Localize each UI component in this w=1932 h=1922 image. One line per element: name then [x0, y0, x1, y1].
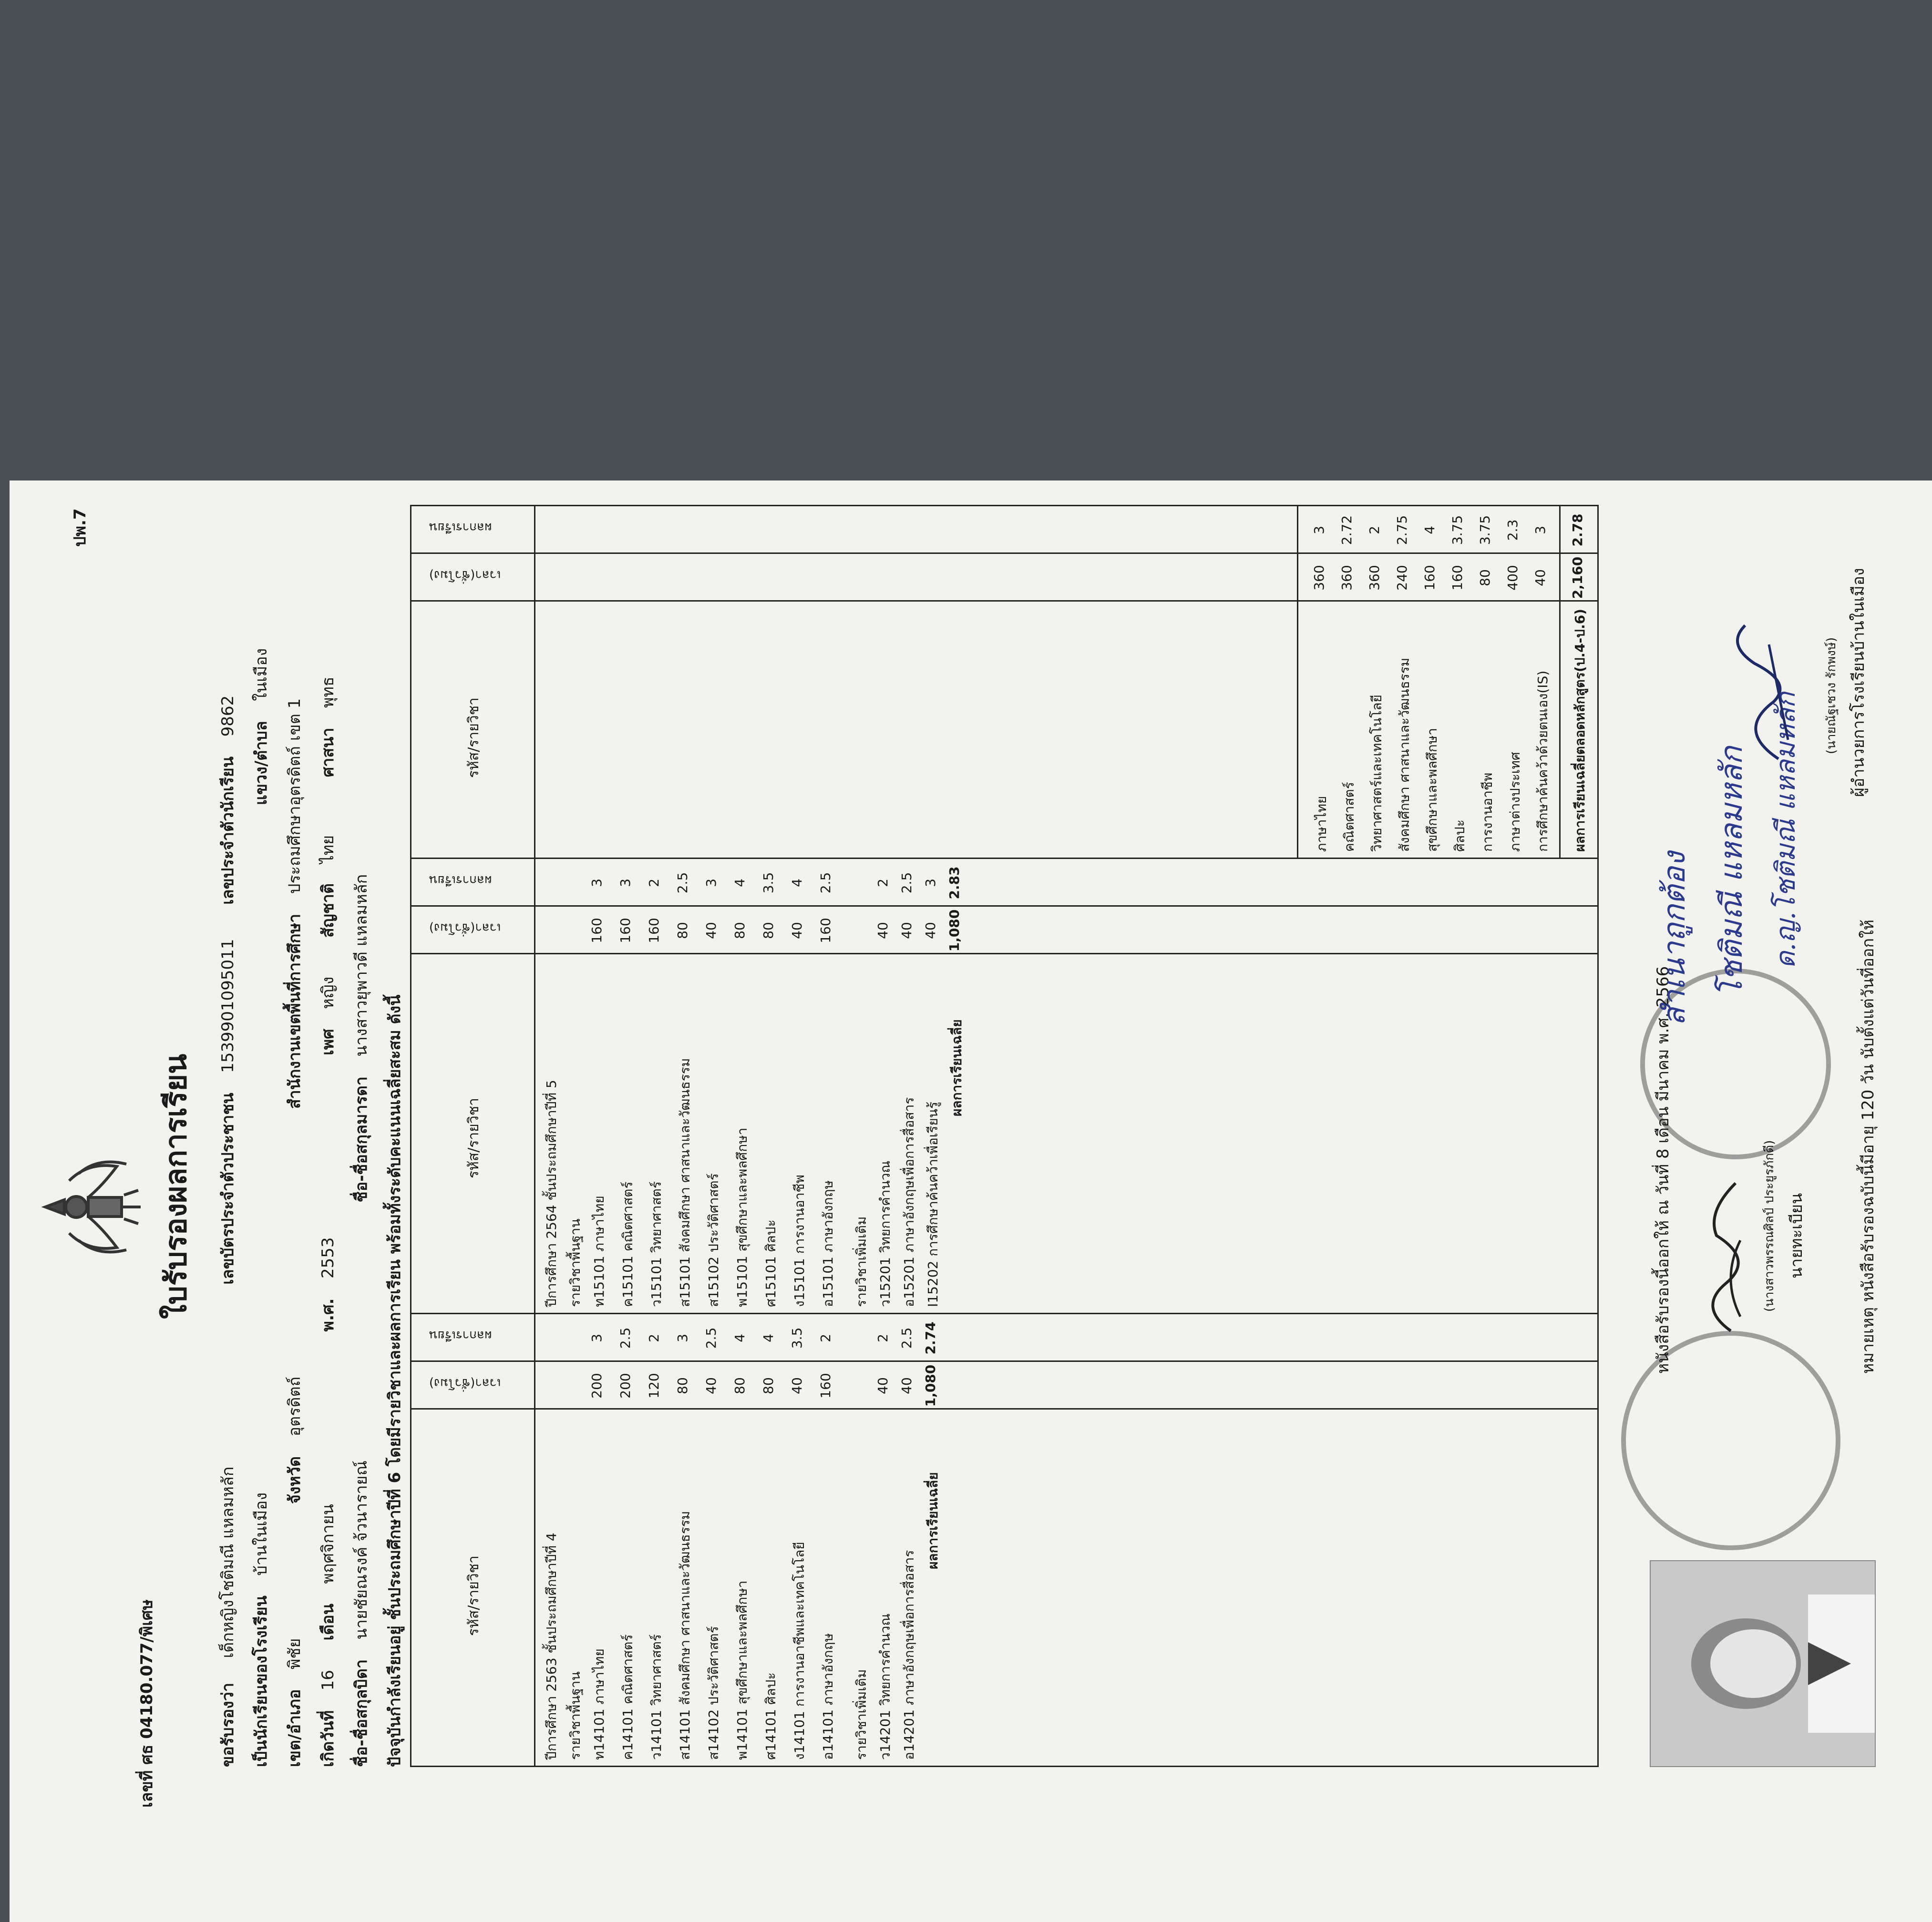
summary-row-subject: ภาษาไทย [1314, 796, 1329, 852]
col2-extra-row-hours: 40 [899, 922, 915, 939]
cert-label: ขอรับรองว่า [218, 1683, 237, 1767]
col2-extra-row-grade: 3 [923, 879, 938, 887]
col2-row-subject: ส15101 สังคมศึกษา ศาสนาและวัฒนธรรม [677, 1058, 693, 1307]
col1-row-subject: ศ14101 ศิลปะ [763, 1672, 779, 1760]
col2-extra-row-subject: ว15201 วิทยการคำนวณ [877, 1160, 893, 1307]
col2-row-hours: 40 [789, 922, 805, 939]
col2-extra-row-hours: 40 [875, 922, 891, 939]
mother-label: ชื่อ-ชื่อสกุลมารดา [352, 1076, 371, 1203]
col2-subject-header: รหัส/รายวิชา [465, 1098, 482, 1178]
col1-row-hours: 40 [789, 1377, 805, 1394]
summary-row-grade: 3.75 [1449, 515, 1465, 545]
col1-row-grade: 4 [732, 1334, 748, 1342]
col2-row-subject: ศ15101 ศิลปะ [763, 1219, 779, 1307]
col1-extra-row-hours: 40 [875, 1377, 891, 1394]
registrar-title: นายทะเบียน [1787, 1193, 1806, 1278]
summary-row-subject: วิทยาศาสตร์และเทคโนโลยี [1369, 695, 1385, 852]
col1-row-hours: 160 [818, 1373, 833, 1399]
col1-grade-header: ผลการเรียน [429, 1328, 492, 1342]
col1-row-hours: 80 [732, 1377, 748, 1394]
birth-label: เกิดวันที่ [319, 1710, 338, 1767]
col1-row-hours: 200 [617, 1373, 633, 1399]
col1-row-subject: ส14102 ประวัติศาสตร์ [706, 1626, 721, 1760]
col1-extra-row-grade: 2 [875, 1334, 891, 1342]
nationality: ไทย [319, 835, 338, 864]
summary-row-hours: 360 [1311, 565, 1327, 591]
col2-row-hours: 80 [732, 922, 748, 939]
religion-label: ศาสนา [319, 727, 338, 777]
col1-avg-grade: 2.74 [923, 1321, 938, 1355]
summary-row-grade: 2.72 [1339, 515, 1355, 545]
col1-year-heading: ปีการศึกษา 2563 ชั้นประถมศึกษาปีที่ 4 [544, 1533, 559, 1760]
summary-row-grade: 3 [1532, 526, 1548, 534]
page-title: ใบรับรองผลการเรียน [158, 1053, 193, 1319]
col1-hours-header: เวลา(ชั่วโมง) [429, 1376, 501, 1390]
religion: พุทธ [319, 676, 338, 708]
col1-extra-heading: รายวิชาเพิ่มเติม [853, 1669, 869, 1760]
status-line: ปัจจุบันกำลังเรียนอยู่ ชั้นประถมศึกษาปีที่ 6 โดยมีรายวิชาและผลการเรียน พร้อมทั้งระดับคะแนนเฉลี่ยสะสม ดังนี้ [385, 994, 404, 1767]
certificate-paper [10, 480, 1932, 1922]
col1-row-grade: 4 [760, 1334, 776, 1342]
col2-row-grade: 4 [789, 879, 805, 887]
father-label: ชื่อ-ชื่อสกุลบิดา [352, 1659, 371, 1767]
col2-row-subject: ง15101 การงานอาชีพ [791, 1175, 807, 1307]
col2-row-grade: 3 [589, 879, 605, 887]
col1-avg-label: ผลการเรียนเฉลี่ย [925, 1472, 941, 1569]
col2-row-grade: 4 [732, 879, 748, 887]
col1-row-hours: 120 [646, 1373, 662, 1399]
col2-row-hours: 160 [818, 918, 833, 943]
col1-row-subject: อ14101 ภาษาอังกฤษ [820, 1633, 836, 1760]
col1-row-subject: พ14101 สุขศึกษาและพลศึกษา [734, 1580, 750, 1760]
col1-subject-header: รหัส/รายวิชา [465, 1555, 482, 1636]
school-name: บ้านในเมือง [252, 1492, 271, 1576]
col2-extra-row-subject: I15202 การศึกษาค้นคว้าเพื่อเรียนรู้ [925, 1102, 941, 1307]
registrar-name: (นางสาวพรรณศิลป์ ประยูรภักดี) [1762, 1140, 1777, 1312]
col2-row-hours: 160 [646, 918, 662, 943]
summary-row-hours: 80 [1477, 569, 1493, 586]
summary-row-subject: สังคมศึกษา ศาสนาและวัฒนธรรม [1397, 657, 1412, 852]
summary-row-grade: 3 [1311, 526, 1327, 534]
summary-total-grade: 2.78 [1570, 513, 1585, 547]
summary-total-label: ผลการเรียนเฉลี่ยตลอดหลักสูตร(ป.4-ป.6) [1572, 609, 1588, 852]
document-number: เลขที่ ศธ 04180.077/พิเศษ [137, 1599, 156, 1808]
summary-row-subject: การงานอาชีพ [1480, 772, 1495, 852]
col3-grade-header: ผลการเรียน [429, 520, 492, 534]
col2-row-subject: พ15101 สุขศึกษาและพลศึกษา [734, 1127, 750, 1307]
col2-row-subject: ท15101 ภาษาไทย [591, 1196, 607, 1307]
area: ประถมศึกษาอุตรดิตถ์ เขต 1 [285, 698, 304, 894]
summary-row-subject: สุขศึกษาและพลศึกษา [1424, 728, 1440, 852]
summary-row-hours: 40 [1532, 569, 1548, 586]
col2-hours-header: เวลา(ชั่วโมง) [429, 920, 501, 935]
registrar-signature [1693, 1178, 1750, 1336]
col2-extra-row-hours: 40 [923, 922, 938, 939]
col3-hours-header: เวลา(ชั่วโมง) [429, 568, 501, 582]
col2-row-hours: 80 [760, 922, 776, 939]
col2-row-subject: อ15101 ภาษาอังกฤษ [820, 1180, 836, 1307]
col2-row-hours: 40 [703, 922, 719, 939]
col2-row-grade: 3 [703, 879, 719, 887]
subdistrict-label: แขวง/ตำบล [252, 721, 271, 806]
col2-row-grade: 2.5 [818, 872, 833, 894]
col2-basic-heading: รายวิชาพื้นฐาน [567, 1218, 583, 1307]
col2-year-heading: ปีการศึกษา 2564 ชั้นประถมศึกษาปีที่ 5 [544, 1080, 559, 1307]
col2-extra-row-subject: อ15201 ภาษาอังกฤษเพื่อการสื่อสาร [901, 1097, 917, 1307]
summary-row-hours: 360 [1339, 565, 1355, 591]
col2-row-subject: ค15101 คณิตศาสตร์ [620, 1181, 636, 1307]
col2-row-grade: 3 [617, 879, 633, 887]
col2-extra-row-grade: 2.5 [899, 872, 915, 894]
director-signature [1726, 616, 1798, 768]
handwritten-full-name: ด.ญ.โชติมณี แหลมหลัก [1770, 692, 1801, 969]
summary-row-hours: 240 [1394, 565, 1410, 591]
col1-row-grade: 3 [675, 1334, 690, 1342]
handwritten-certified-copy: สำเนาถูกต้อง [1657, 851, 1692, 1026]
validity-note: หมายเหตุ หนังสือรับรองฉบับนี้มีอายุ 120 วัน นับตั้งแต่วันที่ออกให้ [1859, 919, 1878, 1374]
col3-subject-header: รหัส/รายวิชา [465, 697, 482, 778]
col1-extra-row-hours: 40 [899, 1377, 915, 1394]
father-name: นายชัยณรงค์ จ้วนารายณ์ [352, 1460, 371, 1640]
student-name: เด็กหญิงโชติมณี แหลมหลัก [218, 1466, 237, 1658]
col1-basic-heading: รายวิชาพื้นฐาน [567, 1671, 583, 1760]
col1-row-hours: 80 [675, 1377, 690, 1394]
col2-row-grade: 3.5 [760, 872, 776, 894]
summary-row-hours: 160 [1449, 565, 1465, 591]
col1-row-hours: 80 [760, 1377, 776, 1394]
col2-grade-header: ผลการเรียน [429, 873, 492, 887]
summary-row-subject: ศิลปะ [1452, 819, 1468, 852]
col1-row-subject: ง14101 การงานอาชีพและเทคโนโลยี [791, 1542, 807, 1760]
col1-row-subject: ค14101 คณิตศาสตร์ [620, 1634, 636, 1760]
year-label: พ.ศ. [319, 1298, 338, 1332]
subdistrict: ในเมือง [252, 648, 271, 701]
summary-row-grade: 2.75 [1394, 515, 1410, 545]
col2-row-subject: ส15102 ประวัติศาสตร์ [706, 1173, 721, 1307]
col2-row-hours: 80 [675, 922, 690, 939]
col1-row-subject: ท14101 ภาษาไทย [591, 1648, 607, 1760]
district: พิชัย [285, 1638, 304, 1670]
birth-month: พฤศจิกายน [319, 1504, 338, 1584]
nationality-label: สัญชาติ [319, 883, 338, 938]
col1-row-subject: ส14101 สังคมศึกษา ศาสนาและวัฒนธรรม [677, 1511, 693, 1760]
summary-row-grade: 3.75 [1477, 515, 1493, 545]
col2-row-subject: ว15101 วิทยาศาสตร์ [648, 1181, 664, 1307]
area-label: สำนักงานเขตพื้นที่การศึกษา [285, 913, 304, 1109]
col2-avg-hours: 1,080 [946, 909, 962, 952]
col2-row-hours: 160 [617, 918, 633, 943]
student-photo [1650, 1560, 1876, 1767]
student-no-label: เลขประจำตัวนักเรียน [218, 757, 237, 905]
summary-row-subject: การศึกษาค้นคว้าด้วยตนเอง(IS) [1535, 670, 1551, 852]
province-label: จังหวัด [285, 1456, 304, 1504]
col2-extra-heading: รายวิชาเพิ่มเติม [853, 1216, 869, 1307]
col1-row-grade: 3.5 [789, 1327, 805, 1349]
col1-row-grade: 2.5 [703, 1327, 719, 1349]
issue-line: หนังสือรับรองนี้ออกให้ ณ วันที่ 8 เดือน มีนาคม พ.ศ. 2566 [1654, 966, 1673, 1374]
col2-avg-label: ผลการเรียนเฉลี่ย [949, 1019, 965, 1116]
handwritten-name: โชติมณี แหลมหลัก [1714, 746, 1749, 997]
col1-row-subject: ว14101 วิทยาศาสตร์ [648, 1634, 664, 1760]
col1-row-grade: 2.5 [617, 1327, 633, 1349]
month-label: เดือน [319, 1604, 338, 1641]
province: อุตรดิตถ์ [285, 1376, 304, 1437]
summary-row-subject: คณิตศาสตร์ [1341, 782, 1357, 852]
summary-row-grade: 2 [1367, 526, 1382, 534]
director-title: ผู้อำนวยการโรงเรียนบ้านในเมือง [1849, 568, 1868, 797]
col1-extra-row-grade: 2.5 [899, 1327, 915, 1349]
district-label: เขต/อำเภอ [285, 1689, 304, 1767]
summary-row-hours: 160 [1422, 565, 1438, 591]
col1-row-grade: 2 [818, 1334, 833, 1342]
col2-row-grade: 2 [646, 879, 662, 887]
mother-name: นางสาวยุพาวดี แหลมหลัก [352, 874, 371, 1057]
col2-extra-row-grade: 2 [875, 879, 891, 887]
summary-row-grade: 2.3 [1505, 519, 1521, 541]
col1-row-grade: 2 [646, 1334, 662, 1342]
sex-label: เพศ [319, 1029, 338, 1055]
col1-row-grade: 3 [589, 1334, 605, 1342]
summary-row-grade: 4 [1422, 526, 1438, 534]
col1-avg-hours: 1,080 [923, 1364, 938, 1407]
summary-row-hours: 400 [1505, 565, 1521, 591]
col2-row-hours: 160 [589, 918, 605, 943]
id-label: เลขบัตรประจำตัวประชาชน [218, 1093, 237, 1285]
col1-extra-row-subject: ว14201 วิทยการคำนวณ [877, 1613, 893, 1760]
summary-row-hours: 360 [1367, 565, 1382, 591]
summary-total-hours: 2,160 [1570, 556, 1585, 599]
col2-row-grade: 2.5 [675, 872, 690, 894]
col1-row-hours: 40 [703, 1377, 719, 1394]
garuda-emblem-icon [36, 1152, 145, 1262]
col1-row-hours: 200 [589, 1373, 605, 1399]
summary-row-subject: ภาษาต่างประเทศ [1507, 752, 1523, 852]
student-no: 9862 [218, 695, 237, 737]
sex: หญิง [319, 976, 338, 1009]
form-code: ปพ.7 [71, 508, 90, 547]
school-label: เป็นนักเรียนของโรงเรียน [252, 1595, 271, 1767]
birth-day: 16 [319, 1670, 338, 1691]
col1-extra-row-subject: อ14201 ภาษาอังกฤษเพื่อการสื่อสาร [901, 1550, 917, 1760]
id-number: 1539901095011 [218, 939, 237, 1073]
birth-year: 2553 [319, 1237, 338, 1279]
col2-avg-grade: 2.83 [946, 866, 962, 900]
director-name: (นายณัฐเชวง รักพงษ์) [1824, 637, 1839, 754]
